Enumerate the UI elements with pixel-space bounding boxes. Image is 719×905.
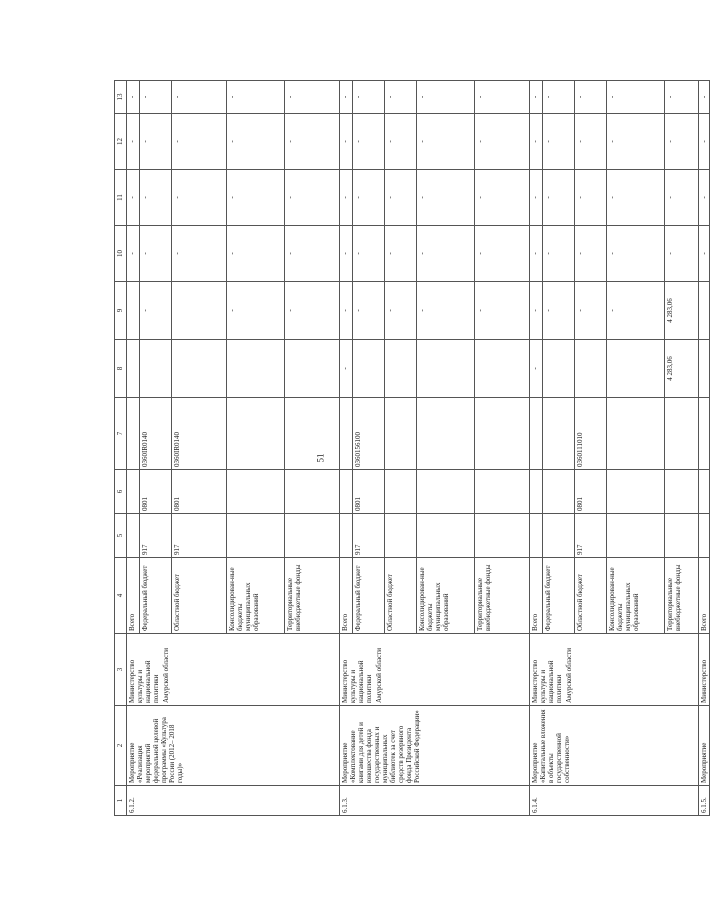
column-number-row <box>115 81 127 816</box>
col-header: 5 <box>115 514 127 558</box>
value-cell: - <box>227 170 285 226</box>
value-cell: 0360IR0140 <box>140 398 172 470</box>
funding-source: Всего <box>127 558 140 634</box>
value-cell: - <box>385 282 417 340</box>
value-cell <box>385 340 417 398</box>
value-cell: - <box>699 170 710 226</box>
executor <box>530 634 699 706</box>
value-cell: - <box>127 81 140 114</box>
value-cell: - <box>607 170 665 226</box>
value-cell <box>340 470 353 514</box>
executor-line: Министерство <box>700 659 708 703</box>
value-cell <box>385 398 417 470</box>
value-cell <box>172 282 227 340</box>
value-cell: - <box>285 81 340 114</box>
value-cell: - <box>665 226 699 282</box>
value-cell: 917 <box>172 514 227 558</box>
funding-source: Всего <box>699 558 710 634</box>
value-cell: - <box>417 226 475 282</box>
executor <box>127 634 340 706</box>
executor-line: Амурской области <box>162 647 171 703</box>
value-cell <box>227 398 285 470</box>
value-cell: - <box>227 282 285 340</box>
value-cell: 917 <box>353 514 385 558</box>
value-cell: - <box>172 170 227 226</box>
col-header: 1 <box>115 786 127 816</box>
value-cell: - <box>385 170 417 226</box>
value-cell <box>127 340 140 398</box>
value-cell: - <box>665 170 699 226</box>
value-cell: - <box>530 282 543 340</box>
value-cell <box>172 340 227 398</box>
funding-source: Областной бюджет <box>172 558 227 634</box>
value-cell: - <box>353 114 385 170</box>
value-cell: 0801 <box>172 470 227 514</box>
funding-source: Консолидирован-ные бюджеты муниципальных образований <box>227 558 285 634</box>
executor-line: Министерство культуры и национальной политики <box>531 659 564 703</box>
value-cell <box>140 340 172 398</box>
value-cell: - <box>340 340 353 398</box>
value-cell: - <box>172 114 227 170</box>
value-cell <box>353 340 385 398</box>
rotated-table-wrapper <box>114 81 719 816</box>
value-cell: - <box>699 81 710 114</box>
event-name: Мероприятие «Комплектование книгами для детей и юношества фонда государственных и муниципальных библиотек за счет средств резервного фонда Президента Российской Федерации» <box>340 706 530 786</box>
value-cell: - <box>127 170 140 226</box>
table-row <box>340 81 353 816</box>
col-header: 11 <box>115 170 127 226</box>
funding-source: Федеральный бюджет <box>353 558 385 634</box>
value-cell: - <box>530 81 543 114</box>
value-cell: - <box>417 170 475 226</box>
value-cell: 0801 <box>575 470 607 514</box>
value-cell: - <box>575 226 607 282</box>
value-cell: - <box>340 81 353 114</box>
col-header: 10 <box>115 226 127 282</box>
value-cell <box>417 398 475 470</box>
item-number: 6.1.4. <box>530 786 699 816</box>
value-cell <box>417 470 475 514</box>
col-header: 6 <box>115 470 127 514</box>
value-cell: - <box>385 226 417 282</box>
funding-source: Областной бюджет <box>575 558 607 634</box>
value-cell: - <box>285 114 340 170</box>
value-cell: - <box>172 81 227 114</box>
value-cell <box>530 398 543 470</box>
value-cell: 4 283,06 <box>665 340 699 398</box>
value-cell: 0360IR0140 <box>172 398 227 470</box>
value-cell <box>127 282 140 340</box>
value-cell: - <box>699 114 710 170</box>
value-cell: - <box>665 114 699 170</box>
program-table <box>114 80 710 816</box>
value-cell: - <box>140 170 172 226</box>
value-cell: - <box>140 226 172 282</box>
executor <box>699 634 710 706</box>
value-cell <box>285 340 340 398</box>
value-cell <box>543 514 575 558</box>
value-cell: - <box>385 81 417 114</box>
value-cell <box>543 398 575 470</box>
funding-source: Федеральный бюджет <box>140 558 172 634</box>
value-cell: - <box>530 114 543 170</box>
value-cell: - <box>543 282 575 340</box>
value-cell: - <box>340 282 353 340</box>
value-cell: - <box>127 114 140 170</box>
value-cell <box>575 340 607 398</box>
value-cell: - <box>285 170 340 226</box>
value-cell: 0360111010 <box>575 398 607 470</box>
value-cell <box>699 470 710 514</box>
col-header: 4 <box>115 558 127 634</box>
item-number: 6.1.2. <box>127 786 340 816</box>
value-cell: - <box>285 226 340 282</box>
item-number: 6.1.5. <box>699 786 710 816</box>
value-cell <box>530 514 543 558</box>
funding-source: Федеральный бюджет <box>543 558 575 634</box>
value-cell <box>385 470 417 514</box>
value-cell: - <box>665 81 699 114</box>
value-cell <box>285 470 340 514</box>
table-body <box>127 81 710 816</box>
value-cell: 4 283,06 <box>665 282 699 340</box>
funding-source: Территориальные внебюджетные фонды <box>475 558 530 634</box>
value-cell: - <box>530 340 543 398</box>
col-header: 12 <box>115 114 127 170</box>
executor-line: Амурской области <box>375 647 384 703</box>
value-cell: 0801 <box>140 470 172 514</box>
event-name: Мероприятие «Капитальные вложения в объекты государственной собственности» <box>530 706 699 786</box>
value-cell: - <box>543 81 575 114</box>
executor <box>340 634 530 706</box>
value-cell: 917 <box>575 514 607 558</box>
value-cell: - <box>607 114 665 170</box>
value-cell: - <box>127 226 140 282</box>
value-cell <box>665 398 699 470</box>
value-cell <box>127 470 140 514</box>
value-cell <box>340 398 353 470</box>
value-cell: - <box>530 226 543 282</box>
value-cell: - <box>530 170 543 226</box>
value-cell <box>699 340 710 398</box>
value-cell: - <box>140 282 172 340</box>
value-cell: - <box>140 114 172 170</box>
value-cell <box>607 398 665 470</box>
funding-source: Консолидирован-ные бюджеты муниципальных образований <box>607 558 665 634</box>
col-header: 3 <box>115 634 127 706</box>
value-cell <box>607 340 665 398</box>
item-number: 6.1.3. <box>340 786 530 816</box>
col-header: 8 <box>115 340 127 398</box>
value-cell: - <box>475 170 530 226</box>
table-row <box>530 81 543 816</box>
value-cell <box>340 514 353 558</box>
executor-line: Амурской области <box>565 647 574 703</box>
funding-source: Областной бюджет <box>385 558 417 634</box>
value-cell <box>227 470 285 514</box>
table-row <box>127 81 140 816</box>
funding-source: Всего <box>530 558 543 634</box>
funding-source: Территориальные внебюджетные фонды <box>665 558 699 634</box>
value-cell: - <box>353 170 385 226</box>
value-cell: - <box>699 226 710 282</box>
value-cell: - <box>353 282 385 340</box>
value-cell <box>607 470 665 514</box>
value-cell: - <box>543 114 575 170</box>
value-cell <box>699 282 710 340</box>
value-cell: - <box>353 226 385 282</box>
funding-source: Всего <box>340 558 353 634</box>
value-cell: - <box>385 114 417 170</box>
value-cell: - <box>607 81 665 114</box>
value-cell <box>285 514 340 558</box>
value-cell: - <box>543 226 575 282</box>
value-cell: 917 <box>140 514 172 558</box>
value-cell: - <box>353 81 385 114</box>
value-cell <box>475 470 530 514</box>
value-cell <box>530 470 543 514</box>
value-cell: - <box>227 114 285 170</box>
value-cell: - <box>575 114 607 170</box>
value-cell <box>285 398 340 470</box>
value-cell: - <box>475 226 530 282</box>
value-cell: - <box>475 282 530 340</box>
value-cell <box>227 340 285 398</box>
value-cell <box>699 398 710 470</box>
value-cell <box>417 514 475 558</box>
value-cell: - <box>227 81 285 114</box>
value-cell: - <box>227 226 285 282</box>
funding-source: Территориальные внебюджетные фонды <box>285 558 340 634</box>
value-cell <box>699 514 710 558</box>
value-cell: - <box>543 170 575 226</box>
value-cell: - <box>340 114 353 170</box>
value-cell: - <box>417 81 475 114</box>
value-cell: - <box>340 170 353 226</box>
value-cell <box>607 514 665 558</box>
value-cell: - <box>575 282 607 340</box>
value-cell <box>475 340 530 398</box>
col-header: 2 <box>115 706 127 786</box>
value-cell: 0801 <box>353 470 385 514</box>
executor-line: Министерство культуры и национальной политики <box>128 659 161 703</box>
value-cell <box>543 340 575 398</box>
value-cell: - <box>417 282 475 340</box>
value-cell <box>543 470 575 514</box>
value-cell: - <box>475 81 530 114</box>
executor-line: Министерство культуры и национальной политики <box>341 659 374 703</box>
value-cell: - <box>575 81 607 114</box>
value-cell <box>665 470 699 514</box>
value-cell <box>385 514 417 558</box>
table-row <box>699 81 710 816</box>
value-cell <box>417 340 475 398</box>
value-cell <box>475 514 530 558</box>
col-header: 13 <box>115 81 127 114</box>
value-cell <box>127 514 140 558</box>
col-header: 7 <box>115 398 127 470</box>
page-number: 51 <box>315 453 325 463</box>
funding-source: Консолидирован-ные бюджеты муниципальных образований <box>417 558 475 634</box>
value-cell: - <box>172 226 227 282</box>
value-cell: - <box>285 282 340 340</box>
col-header: 9 <box>115 282 127 340</box>
value-cell: - <box>607 226 665 282</box>
value-cell: - <box>417 114 475 170</box>
value-cell: - <box>140 81 172 114</box>
value-cell <box>665 514 699 558</box>
value-cell <box>127 398 140 470</box>
value-cell: - <box>607 282 665 340</box>
value-cell: 0360156100 <box>353 398 385 470</box>
event-name: Мероприятие «Реализация мероприятий федеральной целевой программы «Культура России (2012– 2018 годы)» <box>127 706 340 786</box>
value-cell: - <box>575 170 607 226</box>
value-cell: - <box>340 226 353 282</box>
value-cell <box>227 514 285 558</box>
value-cell <box>475 398 530 470</box>
value-cell: - <box>475 114 530 170</box>
event-name: Мероприятие <box>699 706 710 786</box>
